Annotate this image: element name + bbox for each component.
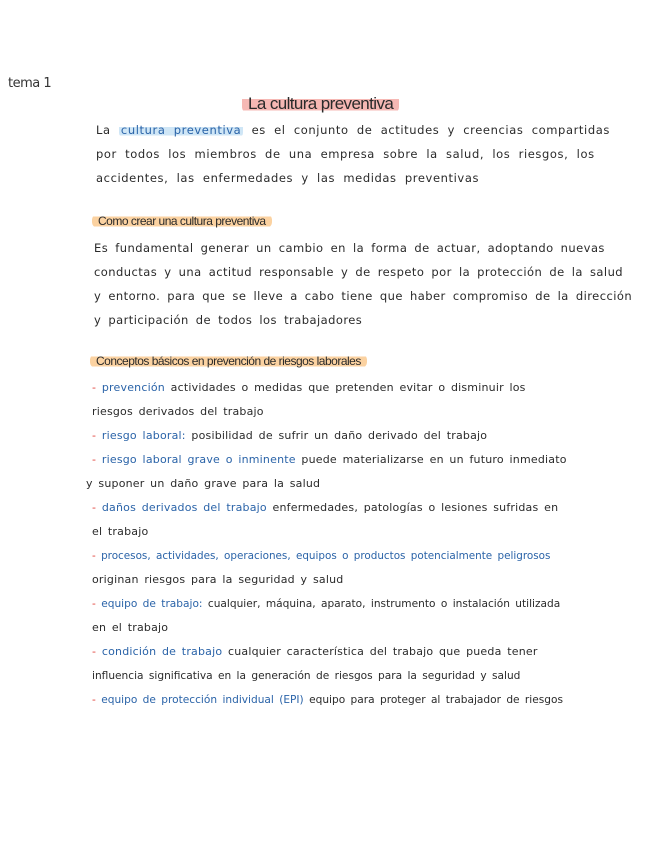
dash-bullet: - bbox=[92, 429, 97, 442]
dash-bullet: - bbox=[92, 645, 97, 658]
concept-term: condición de trabajo bbox=[101, 645, 223, 658]
dash-bullet: - bbox=[92, 453, 97, 466]
concept-definition: equipo para proteger al trabajador de riesgos bbox=[303, 694, 563, 706]
list-item bbox=[92, 376, 567, 400]
page-title bbox=[242, 94, 399, 114]
intro-term: cultura preventiva bbox=[120, 123, 242, 137]
list-item bbox=[92, 640, 567, 664]
list-item-continuation: riesgos derivados del trabajo bbox=[92, 405, 264, 418]
list-item-continuation: en el trabajo bbox=[92, 621, 169, 634]
section1-line-2: conductas y una actitud responsable y de respeto por la protección de la salud bbox=[94, 265, 624, 279]
page-tag: tema 1 bbox=[8, 76, 52, 91]
dash-bullet: - bbox=[92, 381, 97, 394]
concept-term: equipo de protección individual (EPI) bbox=[101, 694, 304, 706]
intro-line-3: accidentes, las enfermedades y las medidas preventivas bbox=[96, 171, 480, 185]
list-item bbox=[92, 424, 567, 448]
list-item-continuation: originan riesgos para la seguridad y salud bbox=[92, 573, 344, 586]
concept-definition: posibilidad de sufrir un daño derivado del trabajo bbox=[185, 429, 488, 442]
list-item-continuation: el trabajo bbox=[92, 525, 149, 538]
title-text: La cultura preventiva bbox=[242, 94, 399, 113]
list-item bbox=[92, 688, 567, 712]
concept-definition: actividades o medidas que pretenden evitar o disminuir los bbox=[164, 381, 526, 394]
concept-definition: cualquier, máquina, aparato, instrumento o instalación utilizada bbox=[202, 598, 561, 610]
concept-term: procesos, actividades, operaciones, equipos o productos potencialmente peligrosos bbox=[101, 550, 551, 562]
intro-paragraph bbox=[96, 118, 610, 190]
intro-line-2: por todos los miembros de una empresa sobre la salud, los riesgos, los bbox=[96, 147, 595, 161]
concept-term: riesgo laboral: bbox=[101, 429, 186, 442]
section1-paragraph bbox=[94, 236, 632, 332]
section1-heading-text: Como crear una cultura preventiva bbox=[92, 214, 272, 228]
section1-line-4: y participación de todos los trabajadores bbox=[94, 313, 363, 327]
dash-bullet: - bbox=[92, 501, 97, 514]
concept-definition: enfermedades, patologías o lesiones sufridas en bbox=[266, 501, 559, 514]
concept-term: riesgo laboral grave o inminente bbox=[101, 453, 296, 466]
list-item bbox=[92, 544, 567, 568]
section2-heading bbox=[90, 354, 367, 368]
section1-heading bbox=[92, 214, 272, 228]
dash-bullet: - bbox=[92, 694, 96, 706]
section1-line-1: Es fundamental generar un cambio en la forma de actuar, adoptando nuevas bbox=[94, 241, 605, 255]
concept-term: equipo de trabajo: bbox=[101, 598, 203, 610]
concepts-list bbox=[86, 376, 567, 712]
section1-line-3: y entorno. para que se lleve a cabo tiene que haber compromiso de la dirección bbox=[94, 289, 633, 303]
concept-term: prevención bbox=[101, 381, 165, 394]
concept-definition: puede materializarse en un futuro inmediato bbox=[295, 453, 567, 466]
intro-line-1 bbox=[96, 118, 610, 142]
dash-bullet: - bbox=[92, 550, 96, 562]
list-item-continuation: influencia significativa en la generación de riesgos para la seguridad y salud bbox=[92, 670, 521, 682]
list-item-continuation: y suponer un daño grave para la salud bbox=[86, 477, 321, 490]
concept-term: daños derivados del trabajo bbox=[101, 501, 267, 514]
concept-definition: cualquier característica del trabajo que pueda tener bbox=[222, 645, 538, 658]
list-item bbox=[92, 592, 567, 616]
dash-bullet: - bbox=[92, 598, 96, 610]
intro-text: es el conjunto de actitudes y creencias compartidas bbox=[243, 123, 610, 137]
list-item bbox=[92, 496, 567, 520]
intro-text: La bbox=[96, 123, 119, 137]
section2-heading-text: Conceptos básicos en prevención de riesgos laborales bbox=[90, 354, 367, 368]
list-item bbox=[92, 448, 567, 472]
